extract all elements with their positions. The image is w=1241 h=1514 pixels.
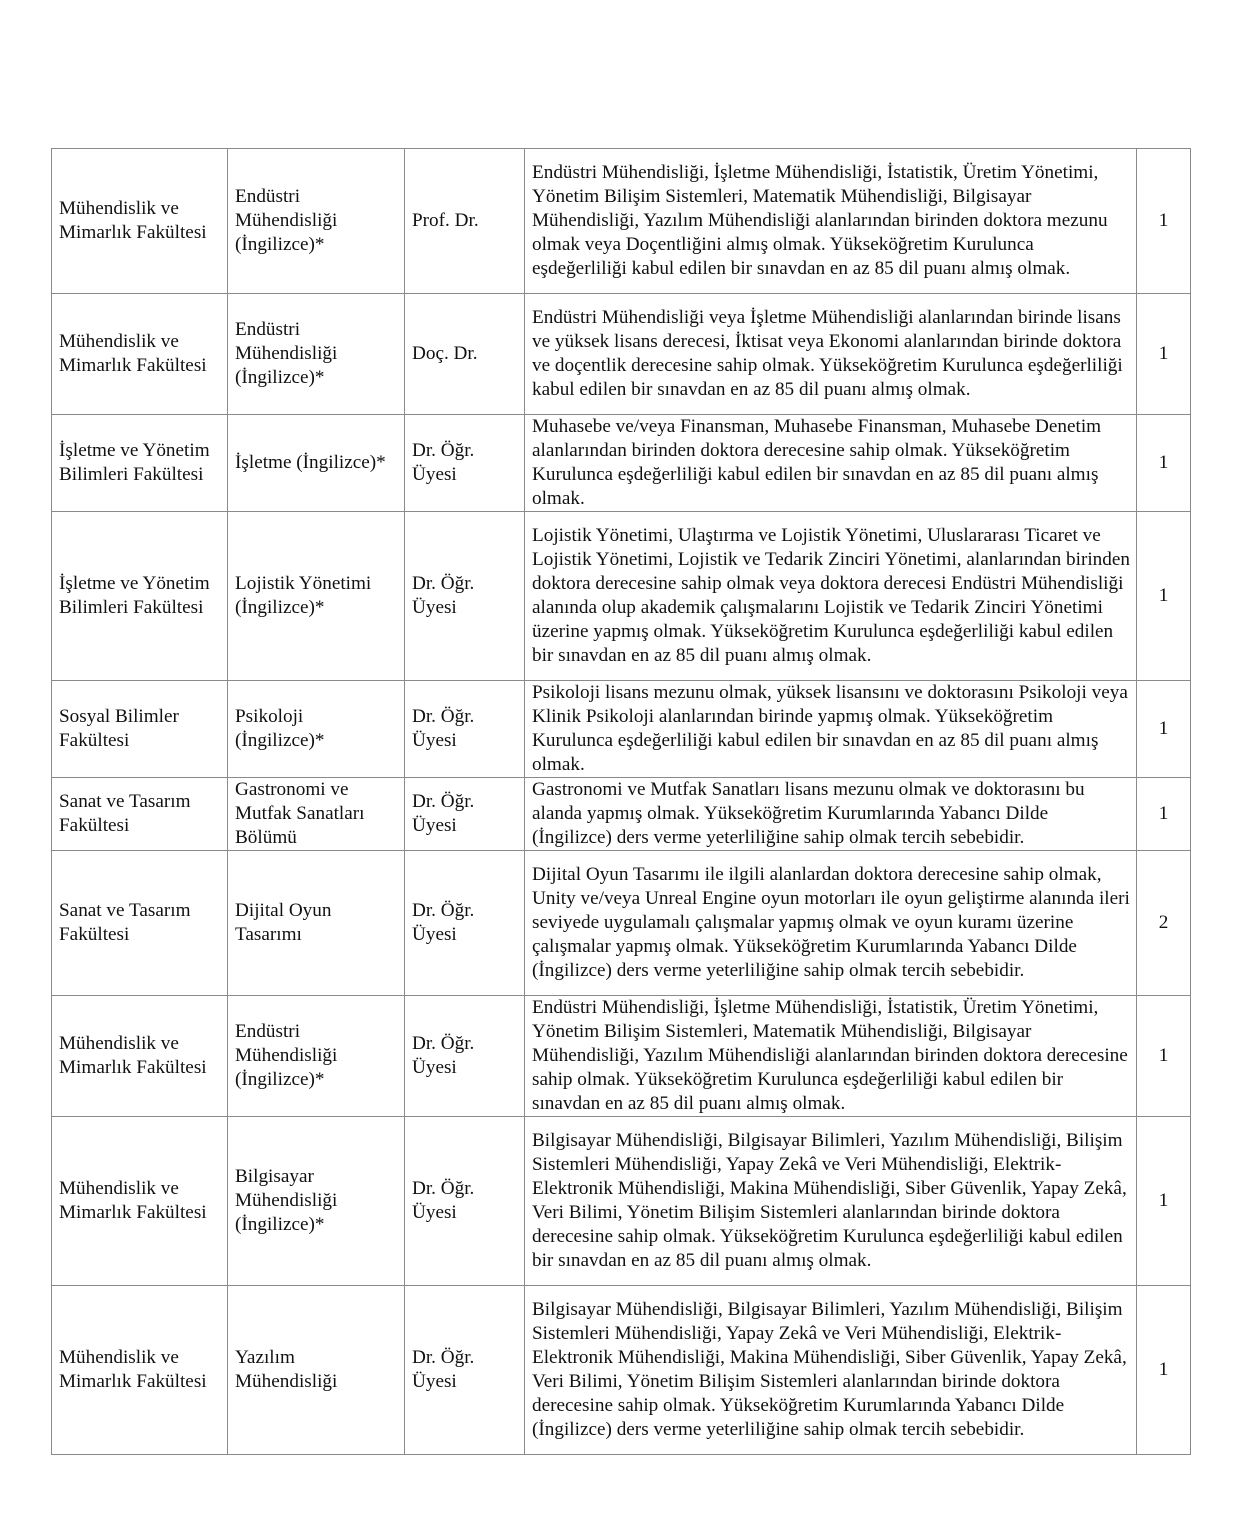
title-cell: Prof. Dr. xyxy=(405,149,525,294)
table-row xyxy=(52,1286,1191,1455)
requirements-cell: Dijital Oyun Tasarımı ile ilgili alanlardan doktora derecesine sahip olmak, Unity ve/veya Unreal Engine oyun motorları ile oyun geliştirme alanında ileri seviyede uygulamalı çalışmalar yapmış olmak ve oyun kuramı üzerine çalışmalar yapmış olmak. Yükseköğretim Kurumlarında Yabancı Dilde (İngilizce) ders verme yeterliliğine sahip olmak tercih sebebidir. xyxy=(525,851,1137,996)
department-cell: Endüstri Mühendisliği (İngilizce)* xyxy=(228,294,405,415)
table-row xyxy=(52,149,1191,294)
count-cell: 1 xyxy=(1137,1286,1191,1455)
title-cell: Dr. Öğr. Üyesi xyxy=(405,681,525,778)
count-cell: 1 xyxy=(1137,996,1191,1117)
department-cell: Gastronomi ve Mutfak Sanatları Bölümü xyxy=(228,778,405,851)
title-cell: Dr. Öğr. Üyesi xyxy=(405,1286,525,1455)
requirements-cell: Endüstri Mühendisliği veya İşletme Mühendisliği alanlarından birinde lisans ve yüksek lisans derecesi, İktisat veya Ekonomi alanlarından birinde doktora ve doçentlik derecesine sahip olmak. Yükseköğretim Kurulunca eşdeğerliliği kabul edilen bir sınavdan en az 85 dil puanı almış olmak. xyxy=(525,294,1137,415)
requirements-cell: Muhasebe ve/veya Finansman, Muhasebe Finansman, Muhasebe Denetim alanlarından birinden doktora derecesine sahip olmak. Yükseköğretim Kurulunca eşdeğerliliği kabul edilen bir sınavdan en az 85 dil puanı almış olmak. xyxy=(525,415,1137,512)
faculty-cell: İşletme ve Yönetim Bilimleri Fakültesi xyxy=(52,415,228,512)
count-cell: 1 xyxy=(1137,778,1191,851)
table-row xyxy=(52,681,1191,778)
department-cell: Psikoloji (İngilizce)* xyxy=(228,681,405,778)
faculty-cell: Mühendislik ve Mimarlık Fakültesi xyxy=(52,1117,228,1286)
department-cell: Lojistik Yönetimi (İngilizce)* xyxy=(228,512,405,681)
title-cell: Dr. Öğr. Üyesi xyxy=(405,512,525,681)
table-row xyxy=(52,294,1191,415)
faculty-cell: Mühendislik ve Mimarlık Fakültesi xyxy=(52,996,228,1117)
count-cell: 1 xyxy=(1137,294,1191,415)
count-cell: 1 xyxy=(1137,512,1191,681)
count-cell: 2 xyxy=(1137,851,1191,996)
faculty-cell: Mühendislik ve Mimarlık Fakültesi xyxy=(52,149,228,294)
requirements-cell: Bilgisayar Mühendisliği, Bilgisayar Bilimleri, Yazılım Mühendisliği, Bilişim Sistemleri Mühendisliği, Yapay Zekâ ve Veri Mühendisliği, Elektrik-Elektronik Mühendisliği, Makina Mühendisliği, Siber Güvenlik, Yapay Zekâ, Veri Bilimi, Yönetim Bilişim Sistemleri alanlarından birinde doktora derecesine sahip olmak. Yükseköğretim Kurumlarında Yabancı Dilde (İngilizce) ders verme yeterliliğine sahip olmak tercih sebebidir. xyxy=(525,1286,1137,1455)
title-cell: Dr. Öğr. Üyesi xyxy=(405,778,525,851)
table-row xyxy=(52,415,1191,512)
requirements-cell: Gastronomi ve Mutfak Sanatları lisans mezunu olmak ve doktorasını bu alanda yapmış olmak. Yükseköğretim Kurumlarında Yabancı Dilde (İngilizce) ders verme yeterliliğine sahip olmak tercih sebebidir. xyxy=(525,778,1137,851)
requirements-cell: Endüstri Mühendisliği, İşletme Mühendisliği, İstatistik, Üretim Yönetimi, Yönetim Bilişim Sistemleri, Matematik Mühendisliği, Bilgisayar Mühendisliği, Yazılım Mühendisliği alanlarından birinden doktora derecesine sahip olmak. Yükseköğretim Kurulunca eşdeğerliliği kabul edilen bir sınavdan en az 85 dil puanı almış olmak. xyxy=(525,996,1137,1117)
faculty-cell: Sanat ve Tasarım Fakültesi xyxy=(52,778,228,851)
count-cell: 1 xyxy=(1137,1117,1191,1286)
requirements-cell: Bilgisayar Mühendisliği, Bilgisayar Bilimleri, Yazılım Mühendisliği, Bilişim Sistemleri Mühendisliği, Yapay Zekâ ve Veri Mühendisliği, Elektrik-Elektronik Mühendisliği, Makina Mühendisliği, Siber Güvenlik, Yapay Zekâ, Veri Bilimi, Yönetim Bilişim Sistemleri alanlarından birinde doktora derecesine sahip olmak. Yükseköğretim Kurulunca eşdeğerliliği kabul edilen bir sınavdan en az 85 dil puanı almış olmak. xyxy=(525,1117,1137,1286)
title-cell: Dr. Öğr. Üyesi xyxy=(405,415,525,512)
title-cell: Doç. Dr. xyxy=(405,294,525,415)
department-cell: Bilgisayar Mühendisliği (İngilizce)* xyxy=(228,1117,405,1286)
department-cell: Yazılım Mühendisliği xyxy=(228,1286,405,1455)
department-cell: Dijital Oyun Tasarımı xyxy=(228,851,405,996)
title-cell: Dr. Öğr. Üyesi xyxy=(405,996,525,1117)
department-cell: Endüstri Mühendisliği (İngilizce)* xyxy=(228,149,405,294)
title-cell: Dr. Öğr. Üyesi xyxy=(405,851,525,996)
faculty-cell: Mühendislik ve Mimarlık Fakültesi xyxy=(52,294,228,415)
positions-table xyxy=(51,148,1191,1455)
department-cell: İşletme (İngilizce)* xyxy=(228,415,405,512)
requirements-cell: Lojistik Yönetimi, Ulaştırma ve Lojistik Yönetimi, Uluslararası Ticaret ve Lojistik Yönetimi, Lojistik ve Tedarik Zinciri Yönetimi, alanlarından birinden doktora derecesine sahip olmak veya doktora derecesi Endüstri Mühendisliği alanında olup akademik çalışmalarını Lojistik ve Tedarik Zinciri Yönetimi üzerine yapmış olmak. Yükseköğretim Kurulunca eşdeğerliliği kabul edilen bir sınavdan en az 85 dil puanı almış olmak. xyxy=(525,512,1137,681)
table-row xyxy=(52,1117,1191,1286)
count-cell: 1 xyxy=(1137,149,1191,294)
faculty-cell: İşletme ve Yönetim Bilimleri Fakültesi xyxy=(52,512,228,681)
table-row xyxy=(52,851,1191,996)
requirements-cell: Psikoloji lisans mezunu olmak, yüksek lisansını ve doktorasını Psikoloji veya Klinik Psikoloji alanlarından birinde yapmış olmak. Yükseköğretim Kurulunca eşdeğerliliği kabul edilen bir sınavdan en az 85 dil puanı almış olmak. xyxy=(525,681,1137,778)
faculty-cell: Sanat ve Tasarım Fakültesi xyxy=(52,851,228,996)
faculty-cell: Sosyal Bilimler Fakültesi xyxy=(52,681,228,778)
table-row xyxy=(52,512,1191,681)
faculty-cell: Mühendislik ve Mimarlık Fakültesi xyxy=(52,1286,228,1455)
requirements-cell: Endüstri Mühendisliği, İşletme Mühendisliği, İstatistik, Üretim Yönetimi, Yönetim Bilişim Sistemleri, Matematik Mühendisliği, Bilgisayar Mühendisliği, Yazılım Mühendisliği alanlarından birinden doktora mezunu olmak veya Doçentliğini almış olmak. Yükseköğretim Kurulunca eşdeğerliliği kabul edilen bir sınavdan en az 85 dil puanı almış olmak. xyxy=(525,149,1137,294)
count-cell: 1 xyxy=(1137,681,1191,778)
department-cell: Endüstri Mühendisliği (İngilizce)* xyxy=(228,996,405,1117)
title-cell: Dr. Öğr. Üyesi xyxy=(405,1117,525,1286)
table-row xyxy=(52,778,1191,851)
count-cell: 1 xyxy=(1137,415,1191,512)
table-row xyxy=(52,996,1191,1117)
